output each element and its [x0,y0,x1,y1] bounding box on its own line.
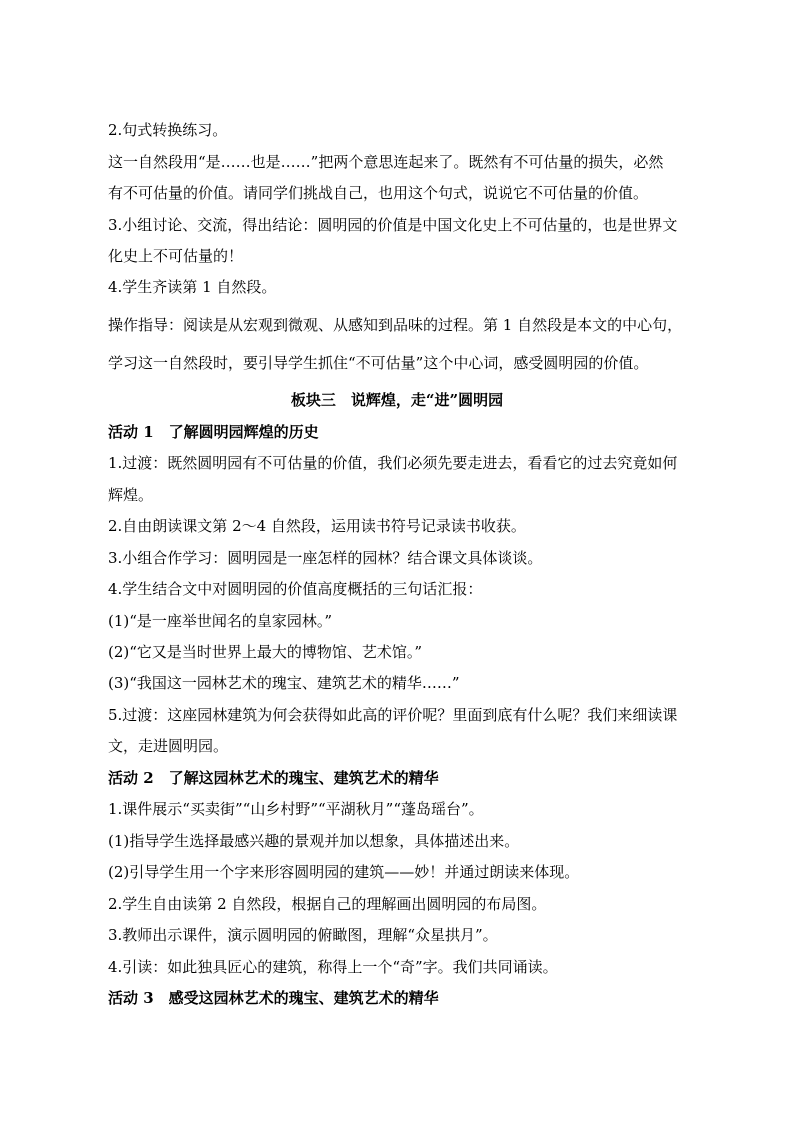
paragraph-line: 2.学生自由读第 2 自然段，根据自己的理解画出圆明园的布局图。 [108,895,547,913]
paragraph-line: 这一自然段用“是……也是……”把两个意思连起来了。既然有不可估量的损失，必然 [108,153,664,171]
paragraph-line: 3.教师出示课件，演示圆明园的俯瞰图，理解“众星拱月”。 [108,926,498,944]
paragraph-line: 3.小组合作学习：圆明园是一座怎样的园林？结合课文具体谈谈。 [108,549,543,567]
paragraph-line: 2.句式转换练习。 [108,121,228,139]
paragraph-line: (2)引导学生用一个字来形容圆明园的建筑——妙！并通过朗读来体现。 [108,863,580,881]
paragraph-line: 4.学生齐读第 1 自然段。 [108,278,277,296]
quote-line: (1)“是一座举世闻名的皇家园林。” [108,612,333,630]
paragraph-line: 4.引读：如此独具匠心的建筑，称得上一个“奇”字。我们共同诵读。 [108,958,558,976]
paragraph-line: 5.过渡：这座园林建筑为何会获得如此高的评价呢？里面到底有什么呢？我们来细读课 [108,706,678,724]
paragraph-line: 2.自由朗读课文第 2～4 自然段，运用读书符号记录读书收获。 [108,517,526,535]
guidance-line: 学习这一自然段时，要引导学生抓住“不可估量”这个中心词，感受圆明园的价值。 [108,354,649,372]
paragraph-line: (1)指导学生选择最感兴趣的景观并加以想象，具体描述出来。 [108,832,520,850]
activity-heading: 活动 1 了解圆明园辉煌的历史 [108,423,319,441]
activity-heading: 活动 3 感受这园林艺术的瑰宝、建筑艺术的精华 [108,989,439,1007]
paragraph-line: 化史上不可估量的！ [108,247,244,265]
quote-line: (3)“我国这一园林艺术的瑰宝、建筑艺术的精华……” [108,674,460,692]
paragraph-line: 1.过渡：既然圆明园有不可估量的价值，我们必须先要走进去，看看它的过去究竟如何 [108,454,678,472]
guidance-line: 操作指导：阅读是从宏观到微观、从感知到品味的过程。第 1 自然段是本文的中心句， [108,316,683,334]
section-heading: 板块三 说辉煌，走“进”圆明园 [290,391,504,409]
paragraph-line: 3.小组讨论、交流，得出结论：圆明园的价值是中国文化史上不可估量的，也是世界文 [108,216,678,234]
paragraph-line: 有不可估量的价值。请同学们挑战自己，也用这个句式，说说它不可估量的价值。 [108,184,649,202]
paragraph-line: 辉煌。 [108,486,154,504]
activity-heading: 活动 2 了解这园林艺术的瑰宝、建筑艺术的精华 [108,769,439,787]
paragraph-line: 文，走进圆明园。 [108,737,229,755]
quote-line: (2)“它又是当时世界上最大的博物馆、艺术馆。” [108,643,423,661]
paragraph-line: 1.课件展示“买卖街”“山乡村野”“平湖秋月”“蓬岛瑶台”。 [108,800,484,818]
paragraph-line: 4.学生结合文中对圆明园的价值高度概括的三句话汇报： [108,580,483,598]
